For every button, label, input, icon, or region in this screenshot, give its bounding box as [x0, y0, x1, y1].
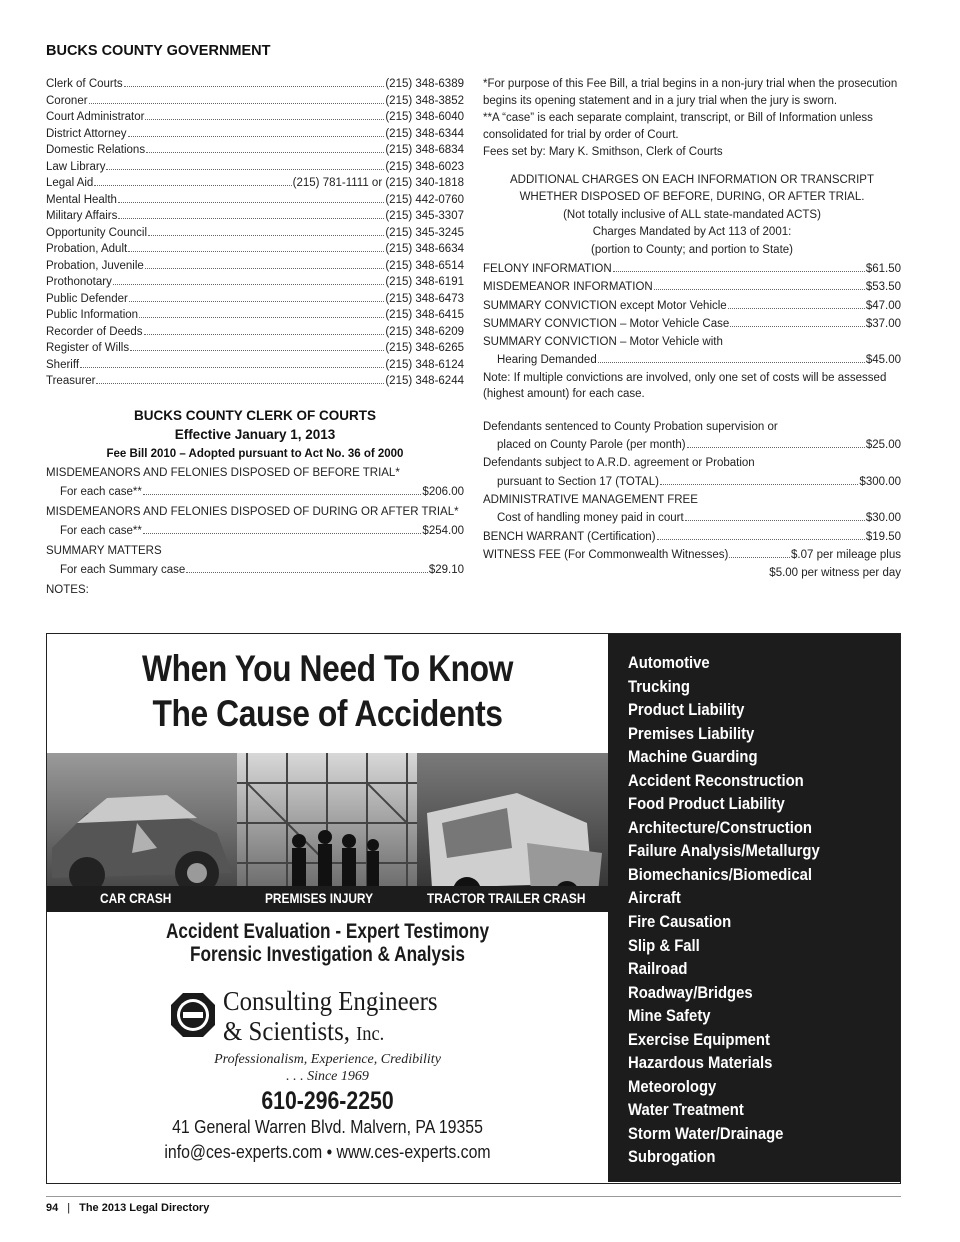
office-phone: (215) 442-0760 — [385, 193, 464, 206]
company-name-line: & Scientists, — [223, 1016, 350, 1046]
dot-leader — [685, 520, 865, 521]
dot-leader — [144, 334, 385, 335]
page-number: 94 — [46, 1202, 59, 1214]
additional-line: (portion to County; and portion to State) — [590, 243, 793, 256]
charge-amount: $.07 per mileage plus — [791, 548, 901, 561]
additional-line: ADDITIONAL CHARGES ON EACH INFORMATION OR TRANSCRIPT — [510, 173, 874, 186]
charge-label: SUMMARY CONVICTION – Motor Vehicle Case — [483, 317, 730, 330]
directory-row — [46, 126, 464, 143]
office-name: Mental Health — [46, 193, 117, 206]
office-phone: (215) 348-6344 — [385, 127, 464, 140]
left-column — [46, 76, 464, 600]
services-list — [628, 652, 841, 1170]
dot-leader — [130, 350, 384, 351]
charge-row — [483, 297, 901, 315]
dot-leader — [96, 383, 384, 384]
service-item: Product Liability — [628, 701, 745, 720]
office-name: Prothonotary — [46, 276, 112, 288]
office-phone: (215) 348-6265 — [385, 342, 464, 354]
fee-row — [46, 561, 464, 581]
dot-leader — [124, 86, 385, 87]
charges-list — [483, 260, 901, 333]
service-item: Storm Water/Drainage — [628, 1124, 784, 1143]
directory-row — [46, 109, 464, 126]
service-item: Premises Liability — [628, 724, 755, 743]
company-since: . . . Since 1969 — [286, 1069, 369, 1084]
service-item: Railroad — [628, 960, 688, 979]
additional-line: (Not totally inclusive of ALL state-mandated ACTS) — [563, 208, 821, 221]
fee-label: For each case** — [60, 486, 142, 498]
charge-amount: $30.00 — [865, 512, 901, 525]
directory-row — [46, 142, 464, 159]
service-item: Aircraft — [628, 889, 681, 908]
clerk-effective-date: Effective January 1, 2013 — [174, 426, 336, 442]
charge-amount: $45.00 — [865, 354, 901, 367]
dot-leader — [660, 484, 858, 485]
service-item: Automotive — [628, 654, 710, 672]
directory-row — [46, 258, 464, 275]
charge-row — [483, 436, 901, 454]
directory-row — [46, 159, 464, 176]
dot-leader — [94, 185, 291, 186]
service-item: Biomechanics/Biomedical — [628, 865, 813, 884]
advertisement — [46, 633, 901, 1184]
office-name: Public Information — [46, 309, 139, 321]
service-item: Food Product Liability — [628, 795, 785, 814]
notes-label: NOTES: — [46, 583, 89, 596]
office-phone: (215) 348-6415 — [385, 309, 464, 321]
service-item: Architecture/Construction — [628, 818, 812, 837]
ad-headline-line: When You Need To Know — [141, 648, 514, 689]
office-phone: (215) 345-3307 — [385, 210, 464, 222]
office-phone: (215) 348-6023 — [385, 160, 464, 173]
office-name: Register of Wills — [46, 342, 130, 354]
office-phone: (215) 348-6473 — [385, 292, 464, 305]
office-name: Opportunity Council — [46, 226, 147, 239]
dot-leader — [129, 301, 385, 302]
fee-row — [46, 483, 464, 503]
company-name-line: Consulting Engineers — [223, 986, 438, 1016]
dot-leader — [148, 235, 384, 236]
directory-row — [46, 357, 464, 374]
probation-line: Defendants sentenced to County Probation supervision or — [483, 420, 778, 433]
office-phone: (215) 348-6040 — [385, 111, 464, 123]
witness-extra: $5.00 per witness per day — [769, 567, 901, 580]
charge-amount: $47.00 — [865, 299, 901, 312]
footer-divider — [46, 1196, 901, 1197]
charge-row — [483, 260, 901, 278]
service-item: Meteorology — [628, 1077, 717, 1096]
service-item: Roadway/Bridges — [628, 983, 753, 1002]
directory-row — [46, 225, 464, 242]
directory-row — [46, 241, 464, 258]
additional-charges-heading — [483, 172, 901, 260]
office-name: Public Defender — [46, 292, 128, 305]
charge-amount: $25.00 — [865, 439, 901, 452]
photo-caption: PREMISES INJURY — [265, 890, 374, 906]
charge-label: BENCH WARRANT (Certification) — [483, 530, 656, 543]
charge-row — [483, 351, 901, 369]
office-name: Coroner — [46, 94, 88, 107]
hearing-line: SUMMARY CONVICTION – Motor Vehicle with — [483, 336, 723, 349]
charge-label: pursuant to Section 17 (TOTAL) — [497, 475, 659, 488]
service-item: Fire Causation — [628, 913, 732, 932]
fee-bill-title: Fee Bill 2010 – Adopted pursuant to Act No. 36 of 2000 — [106, 447, 404, 460]
charge-amount: $19.50 — [865, 530, 901, 543]
directory-row — [46, 175, 464, 192]
charge-amount: $37.00 — [865, 317, 901, 330]
dot-leader — [143, 494, 422, 495]
dot-leader — [728, 308, 865, 309]
dot-leader — [128, 251, 384, 252]
charge-label: Hearing Demanded — [497, 354, 597, 367]
office-name: District Attorney — [46, 127, 127, 140]
office-phone: (215) 348-3852 — [385, 94, 464, 107]
case-definition-note: **A “case” is each separate complaint, transcript, or Bill of Information unless consolidated for trial by order of Court. — [483, 112, 873, 141]
charge-amount: $300.00 — [859, 475, 901, 488]
office-phone: (215) 348-6191 — [385, 276, 464, 288]
fee-amount: $206.00 — [422, 486, 464, 498]
service-item: Failure Analysis/Metallurgy — [628, 842, 820, 861]
service-item: Water Treatment — [628, 1101, 744, 1120]
office-name: Probation, Adult — [46, 243, 128, 255]
additional-line: Charges Mandated by Act 113 of 2001: — [592, 226, 792, 238]
dot-leader — [106, 169, 384, 170]
fee-label: For each Summary case — [60, 564, 186, 576]
office-phone: (215) 348-6514 — [385, 259, 464, 272]
office-name: Law Library — [46, 160, 106, 173]
dot-leader — [598, 362, 865, 363]
dot-leader — [113, 284, 384, 285]
office-phone: (215) 345-3245 — [385, 226, 464, 239]
company-name — [223, 986, 438, 1049]
charge-row — [483, 473, 901, 491]
ad-address: 41 General Warren Blvd. Malvern, PA 19355 — [172, 1117, 483, 1137]
ad-headline — [86, 646, 568, 736]
photo-caption: TRACTOR TRAILER CRASH — [427, 890, 586, 906]
footer — [46, 1202, 209, 1214]
page-heading: BUCKS COUNTY GOVERNMENT — [46, 43, 271, 59]
after-trial-heading: MISDEMEANORS AND FELONIES DISPOSED OF DURING OR AFTER TRIAL* — [46, 505, 459, 518]
directory-row — [46, 324, 464, 341]
service-item: Trucking — [628, 677, 690, 696]
dot-leader — [654, 289, 865, 290]
ard-line: Defendants subject to A.R.D. agreement or Probation — [483, 457, 755, 470]
charge-label: Cost of handling money paid in court — [497, 512, 684, 525]
charge-label: placed on County Parole (per month) — [497, 439, 686, 452]
spacer — [483, 404, 901, 418]
fee-amount: $29.10 — [428, 564, 464, 576]
before-trial-heading: MISDEMEANORS AND FELONIES DISPOSED OF BEFORE TRIAL* — [46, 466, 400, 479]
company-inc: Inc. — [356, 1023, 385, 1045]
dot-leader — [613, 271, 865, 272]
dot-leader — [139, 317, 384, 318]
office-name: Military Affairs — [46, 210, 118, 222]
additional-line: WHETHER DISPOSED OF BEFORE, DURING, OR AFTER TRIAL. — [519, 191, 865, 203]
ad-headline-line: The Cause of Accidents — [152, 693, 503, 734]
dot-leader — [730, 326, 865, 327]
charge-row — [483, 278, 901, 296]
ad-tagline: Forensic Investigation & Analysis — [190, 943, 465, 966]
office-phone: (215) 348-6209 — [385, 325, 464, 338]
charge-label: FELONY INFORMATION — [483, 263, 612, 275]
office-name: Treasurer — [46, 375, 96, 387]
dot-leader — [143, 533, 422, 534]
charge-amount: $61.50 — [865, 263, 901, 275]
directory-row — [46, 274, 464, 291]
service-item: Subrogation — [628, 1148, 716, 1167]
directory-row — [46, 340, 464, 357]
multiple-convictions-note: Note: If multiple convictions are involved, only one set of costs will be assessed (highest amount) for each case. — [483, 371, 887, 401]
service-item: Machine Guarding — [628, 748, 758, 767]
dot-leader — [128, 136, 385, 137]
ad-phone: 610-296-2250 — [261, 1087, 394, 1115]
fee-label: For each case** — [60, 525, 142, 537]
office-name: Court Administrator — [46, 111, 145, 123]
directory-row — [46, 192, 464, 209]
service-item: Exercise Equipment — [628, 1030, 770, 1049]
dot-leader — [657, 539, 865, 540]
directory-row — [46, 373, 464, 390]
charge-row — [483, 509, 901, 527]
fee-amount: $254.00 — [422, 525, 464, 537]
office-name: Domestic Relations — [46, 144, 146, 156]
charge-row — [483, 315, 901, 333]
office-name: Legal Aid — [46, 177, 94, 189]
directory-list — [46, 76, 464, 390]
service-item: Accident Reconstruction — [628, 771, 804, 790]
dot-leader — [186, 572, 428, 573]
admin-line: ADMINISTRATIVE MANAGEMENT FREE — [483, 493, 698, 506]
office-name: Recorder of Deeds — [46, 325, 143, 338]
office-name: Sheriff — [46, 358, 80, 371]
service-item: Slip & Fall — [628, 936, 700, 955]
publication-title: The 2013 Legal Directory — [79, 1202, 210, 1214]
photo-caption: CAR CRASH — [100, 890, 172, 906]
office-phone: (215) 781-1111 or (215) 340-1818 — [292, 177, 464, 189]
service-item: Mine Safety — [628, 1007, 711, 1026]
directory-row — [46, 307, 464, 324]
office-phone: (215) 348-6834 — [385, 144, 464, 156]
footer-separator: | — [67, 1202, 71, 1214]
company-motto: Professionalism, Experience, Credibility — [214, 1052, 441, 1067]
ad-tagline: Accident Evaluation - Expert Testimony — [165, 920, 490, 943]
ad-main-panel — [47, 634, 608, 1182]
office-name: Clerk of Courts — [46, 78, 123, 90]
directory-row — [46, 76, 464, 93]
directory-row — [46, 291, 464, 308]
charge-amount: $53.50 — [865, 281, 901, 294]
trial-definition-note: *For purpose of this Fee Bill, a trial begins in a non-jury trial when the prosecution begins its opening statement and in a jury trial when the jury is sworn. — [483, 78, 898, 107]
dot-leader — [687, 447, 865, 448]
dot-leader — [146, 152, 384, 153]
dot-leader — [118, 218, 384, 219]
charge-label: MISDEMEANOR INFORMATION — [483, 281, 653, 294]
office-name: Probation, Juvenile — [46, 259, 144, 272]
ad-web-contact: info@ces-experts.com • www.ces-experts.com — [164, 1142, 491, 1162]
clerk-title: BUCKS COUNTY CLERK OF COURTS — [133, 407, 376, 423]
fees-set-by: Fees set by: Mary K. Smithson, Clerk of Courts — [483, 146, 723, 158]
directory-row — [46, 208, 464, 225]
office-phone: (215) 348-6124 — [385, 358, 464, 371]
charge-label: SUMMARY CONVICTION except Motor Vehicle — [483, 299, 727, 312]
charge-label: WITNESS FEE (For Commonwealth Witnesses) — [483, 548, 729, 561]
dot-leader — [80, 367, 384, 368]
office-phone: (215) 348-6389 — [385, 78, 464, 90]
directory-row — [46, 93, 464, 110]
services-panel — [608, 634, 900, 1182]
dot-leader — [118, 202, 384, 203]
office-phone: (215) 348-6244 — [385, 375, 464, 387]
charge-row — [483, 546, 901, 564]
dot-leader — [145, 268, 385, 269]
charge-row — [483, 528, 901, 546]
right-column — [483, 76, 901, 582]
fee-row — [46, 522, 464, 542]
service-item: Hazardous Materials — [628, 1054, 773, 1073]
photo-caption-bar — [47, 886, 608, 912]
dot-leader — [729, 557, 790, 558]
summary-matters-heading: SUMMARY MATTERS — [46, 544, 162, 557]
company-logo-icon — [169, 991, 217, 1039]
dot-leader — [145, 119, 384, 120]
dot-leader — [89, 103, 385, 104]
office-phone: (215) 348-6634 — [385, 243, 464, 255]
